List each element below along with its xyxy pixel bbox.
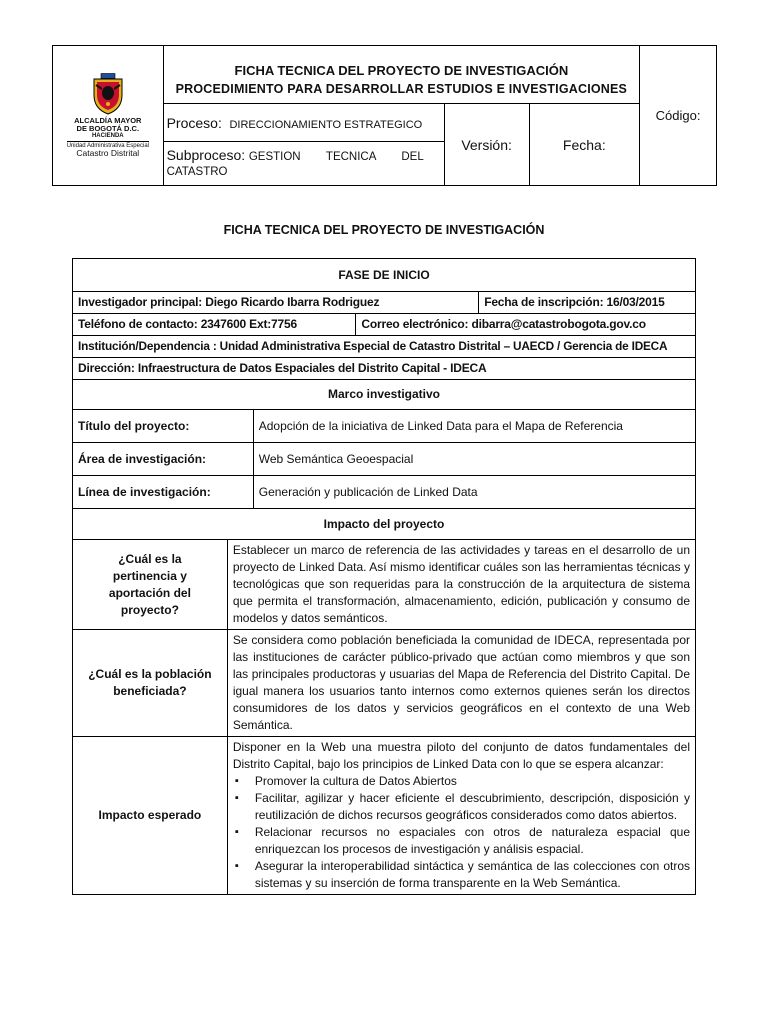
logo-line-2: DE BOGOTÁ D.C. xyxy=(76,123,140,133)
codigo-label: Código: xyxy=(655,108,701,123)
list-item: ▪ Asegurar la interoperabilidad sintáctica y semántica de las colecciones con otros sistemas y su inserción de forma transparente en la Web Semántica. xyxy=(255,858,690,892)
project-form xyxy=(72,258,696,895)
logo-line-3: HACIENDA xyxy=(91,132,124,139)
linea-label: Línea de investigación: xyxy=(73,476,254,509)
list-item: ▪ Promover la cultura de Datos Abiertos xyxy=(255,773,690,790)
logo-line-5: Catastro Distrital xyxy=(76,148,140,159)
pertinencia-label: ¿Cuál es la pertinencia y aportación del proyecto? xyxy=(73,540,228,630)
proceso-value: DIRECCIONAMIENTO ESTRATEGICO xyxy=(229,118,423,131)
correo-cell: Correo electrónico: dibarra@catastrobogota.gov.co xyxy=(356,314,696,336)
area-label: Área de investigación: xyxy=(73,443,254,476)
codigo-cell xyxy=(640,46,717,186)
subproceso-value: GESTION TECNICA DEL CATASTRO xyxy=(166,151,427,178)
version-label: Versión: xyxy=(461,136,512,153)
esperado-label: Impacto esperado xyxy=(73,737,228,895)
logo-cell xyxy=(53,46,164,186)
document-header xyxy=(52,45,717,186)
marco-heading: Marco investigativo xyxy=(73,380,696,410)
proceso-label: Proceso: xyxy=(166,114,222,131)
fase-heading: FASE DE INICIO xyxy=(73,259,696,292)
linea-value: Generación y publicación de Linked Data xyxy=(253,476,695,509)
fecha-label: Fecha: xyxy=(562,136,606,153)
subproceso-cell xyxy=(163,142,444,186)
list-item: ▪ Relacionar recursos no espaciales con otros de naturaleza espacial que enriquezcan los procesos de investigación y análisis espacial. xyxy=(255,824,690,858)
version-cell xyxy=(444,104,529,186)
esperado-list xyxy=(233,773,690,892)
header-subtitle: PROCEDIMIENTO PARA DESARROLLAR ESTUDIOS E INVESTIGACIONES xyxy=(175,81,628,96)
pertinencia-value: Establecer un marco de referencia de las actividades y tareas en el desarrollo de un proyecto de Linked Data. Así mismo identificar cuáles son las herramientas técnicas y tecnológicas que son requeridas para la construcción de la arquitectura de sistema que permita el transformación, almacenamiento, edición, publicación y consumo de modelos y datos semánticos. xyxy=(227,540,695,630)
subproceso-label: Subproceso: xyxy=(166,147,246,163)
poblacion-value: Se considera como población beneficiada la comunidad de IDECA, representada por las instituciones de carácter público-privado que actúan como miembros y que son las principales productoras y usuarias del Mapa de Referencia del Distrito Capital. De igual manera los usuarios tanto internos como externos quienes serán los directos consumidores de los datos y servicios geográficos en el contexto de una Web Semántica. xyxy=(227,630,695,737)
coat-of-arms-icon xyxy=(91,73,125,115)
institution-logo xyxy=(53,73,163,158)
esperado-value-cell xyxy=(227,737,695,895)
header-title: FICHA TECNICA DEL PROYECTO DE INVESTIGACIÓN xyxy=(234,62,569,78)
poblacion-label: ¿Cuál es la población beneficiada? xyxy=(73,630,228,737)
area-value: Web Semántica Geoespacial xyxy=(253,443,695,476)
titulo-value: Adopción de la iniciativa de Linked Data para el Mapa de Referencia xyxy=(253,410,695,443)
header-title-cell xyxy=(163,46,640,104)
list-item: ▪ Facilitar, agilizar y hacer eficiente el descubrimiento, descripción, disposición y reutilización de dichos recursos geográficos considerados como datos abiertos. xyxy=(255,790,690,824)
institucion-cell: Institución/Dependencia : Unidad Administrativa Especial de Catastro Distrital – UAECD / Gerencia de IDECA xyxy=(73,336,696,358)
telefono-cell: Teléfono de contacto: 2347600 Ext:7756 xyxy=(73,314,356,336)
investigador-cell: Investigador principal: Diego Ricardo Ibarra Rodriguez xyxy=(73,292,479,314)
fecha-cell xyxy=(529,104,640,186)
fecha-inscripcion-cell: Fecha de inscripción: 16/03/2015 xyxy=(479,292,696,314)
titulo-label: Título del proyecto: xyxy=(73,410,254,443)
esperado-intro: Disponer en la Web una muestra piloto del conjunto de datos fundamentales del Distrito Capital, bajo los principios de Linked Data con lo que se espera alcanzar: xyxy=(232,740,690,771)
proceso-cell xyxy=(163,104,444,142)
document-title: FICHA TECNICA DEL PROYECTO DE INVESTIGACIÓN xyxy=(223,223,545,237)
direccion-cell: Dirección: Infraestructura de Datos Espaciales del Distrito Capital - IDECA xyxy=(73,358,696,380)
logo-line-4: Unidad Administrativa Especial xyxy=(66,142,149,149)
impacto-heading: Impacto del proyecto xyxy=(73,509,696,540)
logo-line-1: ALCALDÍA MAYOR xyxy=(74,115,142,125)
